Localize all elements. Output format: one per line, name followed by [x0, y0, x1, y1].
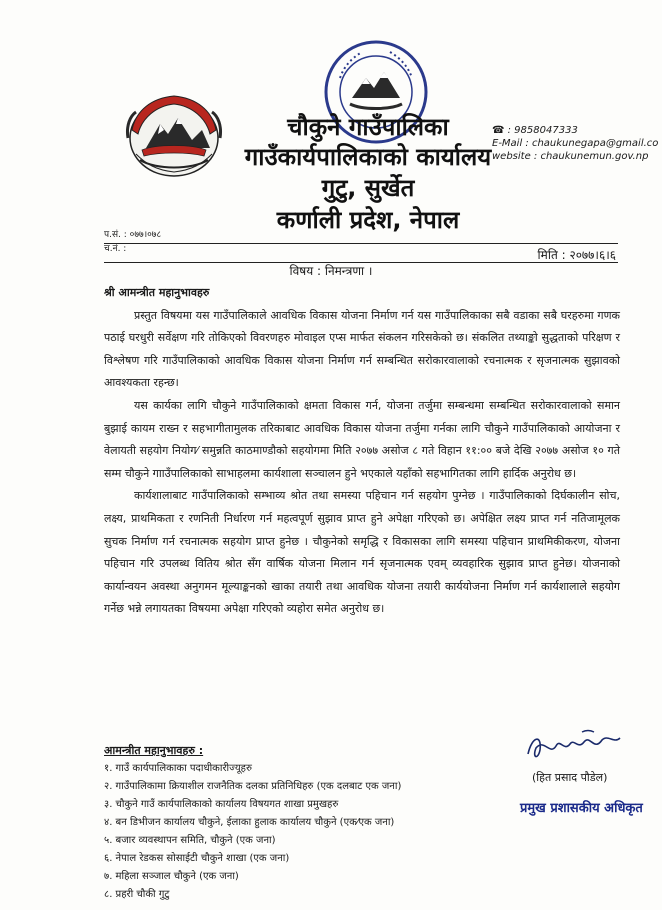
letter-number: प.सं. : ०७७।०७८	[104, 230, 162, 240]
contact-block	[492, 124, 658, 163]
paragraph-3: कार्यशालाबाट गाउँपालिकाको सम्भाव्य श्रोत तथा समस्या पहिचान गर्न सहयोग पुग्नेछ । गाउँपालिकाको दिर्घकालीन सोच, लक्ष्य, प्राथमिकता र रणनिती निर्धारण गर्न महत्वपूर्ण सुझाव प्राप्त हुने अपेक्षा गरिएको छ। अपेक्षित लक्ष्य प्राप्त गर्न नतिजामूलक सुचक निर्माण गर्न रचनात्मक सहयोग प्राप्त हुनेछ । चौकुनेको समृद्धि र विकासका लागि समस्या पहिचान प्राथमिकीकरण, योजना पहिचान गरि उपलब्ध वितिय श्रोत सँग वार्षिक योजना मिलान गर्न सृजनात्मक एवम् व्यवहारिक सुझाव प्राप्त हुनेछ। योजनाको कार्यान्वयन अवस्था अनुगमन मूल्याङ्कनको खाका तयारी तथा आवधिक योजना तयारी कार्ययोजना निर्माण गर्न कार्यशालाले सहयोग गर्नेछ भन्ने लगायतका विषयमा अपेक्षा गरिएको व्यहोरा समेत अनुरोध छ।	[104, 489, 620, 616]
signature-mark	[524, 726, 624, 766]
list-item: २. गाउँपालिकामा क्रियाशील राजनैतिक दलका प्रतिनिधिहरु (एक दलबाट एक जना)	[104, 781, 402, 792]
letter-subject: विषय : निमन्त्रणा ।	[289, 264, 373, 278]
list-item: ६. नेपाल रेडकस सोसाईटी चौकुने शाखा (एक जना)	[104, 853, 290, 864]
office-name: गाउँकार्यपालिकाको कार्यालय	[244, 143, 492, 171]
salutation: श्री आमन्त्रीत महानुभावहरु	[104, 286, 210, 299]
list-item: ५. बजार व्यवस्थापन समिति, चौकुने (एक जना)	[104, 835, 276, 846]
list-item: ३. चौकुने गाउँ कार्यपालिकाको कार्यालय विषयगत शाखा प्रमुखहरु	[104, 799, 339, 810]
list-item: १. गाउँ कार्यपालिकाका पदाधीकारीज्यूहरु	[104, 763, 252, 774]
office-location: गुटु, सुर्खेत	[321, 174, 415, 202]
website-link[interactable]: website : chaukunemun.gov.np	[492, 151, 649, 162]
dispatch-number: च.नं. :	[104, 244, 127, 254]
list-item: ७. महिला सञ्जाल चौकुने (एक जना)	[104, 871, 239, 882]
nepal-emblem-icon	[122, 90, 226, 182]
letter-body	[104, 282, 620, 621]
signatory-title: प्रमुख प्रशासकीय अधिकृत	[520, 801, 643, 816]
province-name: कर्णाली प्रदेश, नेपाल	[276, 206, 460, 234]
invitee-heading: आमन्त्रीत महानुभावहरु :	[104, 744, 204, 757]
list-item: ८. प्रहरी चौकी गुटु	[104, 889, 170, 900]
reference-numbers	[104, 228, 161, 256]
invitee-list	[104, 742, 401, 904]
list-item: ४. बन डिभीजन कार्यालय चौकुने, ईलाका हुलाक कार्यालय चौकुने (एक⁄एक जना)	[104, 817, 395, 828]
municipality-name: चौकुने गाउँपालिका	[287, 113, 449, 141]
paragraph-2: यस कार्यका लागि चौकुने गाउँपालिकाको क्षमता विकास गर्न, योजना तर्जुमा सम्बन्धमा सम्बन्धित सरोकारवालाको समान बुझाई कायम राख्न र सहभागीतामुलक तरिकाबाट आवधिक विकास योजना तर्जुमा गर्नका लागि चौकुने गाउँपालिकाको आयोजना र वेलायती सहयोग नियोग⁄ समुन्नति काठमाण्डौको सहयोगमा मिति २०७७ असोज ८ गते विहान ११:०० बजे देखि २०७७ असोज १० गते सम्म चौकुने गााउँपालिकाको साभाहलमा कार्यशाला सञ्चालन हुने भएकाले यहाँको सहभागितका लागि हार्दिक अनुरोध छ।	[104, 398, 620, 480]
office-title	[238, 112, 498, 236]
signatory-name: (हित प्रसाद पौडेल)	[532, 771, 608, 784]
header-divider	[104, 243, 618, 244]
letter-date: मिति : २०७७।६।६	[537, 248, 616, 262]
phone-number: ☎ : 9858047333	[492, 125, 578, 136]
email-address[interactable]: E-Mail : chaukunegapa@gmail.co	[492, 138, 659, 149]
paragraph-1: प्रस्तुत विषयमा यस गाउँपालिकाले आवधिक विकास योजना निर्माण गर्न यस गाउँपालिकाका सबै वडाका सबै घरहरुमा गणक पठाई घरधुरी सर्वेक्षण गरि तोकिएको विवरणहरु मोवाइल एप्स मार्फत संकलन गरिसकेको छ। संकलित तथ्याङ्को सुद्धताको परिक्षण र विश्लेषण गरि गाउँपालिकाको आवधिक विकास योजना निर्माण गर्न सम्बन्धित सरोकारवालाको रचनात्मक र सृजनात्मक सुझावको आवश्यकता रहन्छ।	[104, 308, 620, 390]
